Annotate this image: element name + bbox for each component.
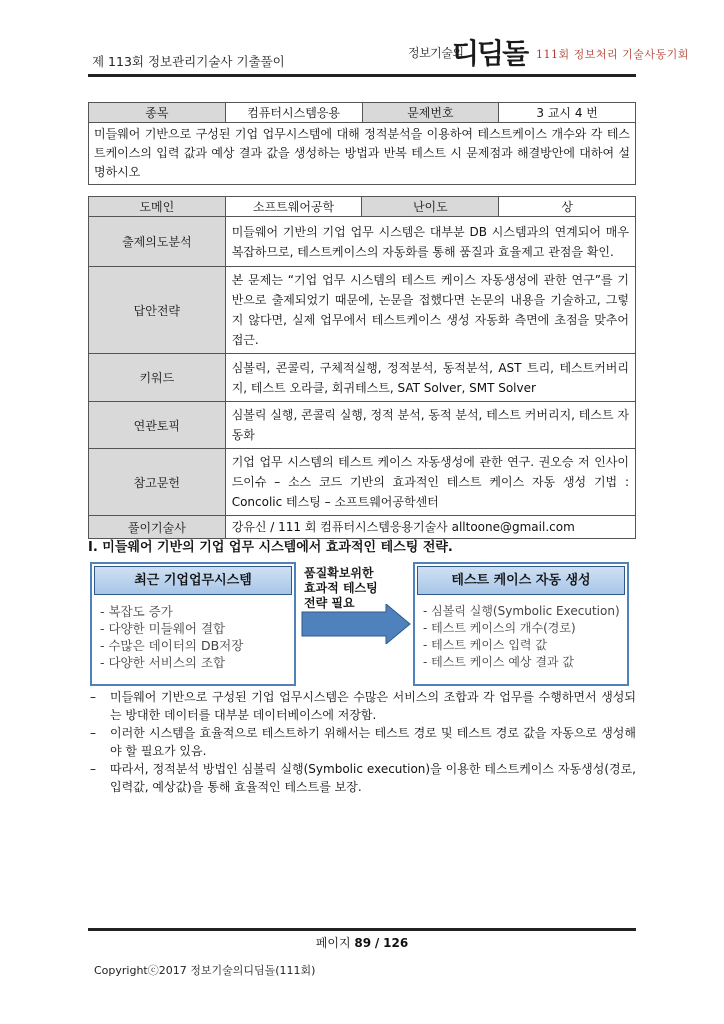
footer-divider [88,928,636,931]
diagram-left-item: - 수많은 데이터의 DB저장 [100,637,294,654]
bullet-item: – 미들웨어 기반으로 구성된 기업 업무시스템은 수많은 서비스의 조합과 각 업무를 수행하면서 생성되는 방대한 데이터를 대부분 데이터베이스에 저장함. [88,688,636,724]
diagram-right-box [413,562,629,686]
value-question-number: 3 교시 4 번 [499,103,636,123]
diagram-left-item: - 다양한 서비스의 조합 [100,654,294,671]
value-difficulty: 상 [499,197,636,217]
logo [408,34,689,70]
logo-small-text: 정보기술의 [408,46,464,60]
question-table [88,102,636,185]
value-domain: 소프트웨어공학 [225,197,362,217]
diagram-right-item: - 테스트 케이스 예상 결과 값 [423,654,627,671]
section-title: I. 미들웨어 기반의 기업 업무 시스템에서 효과적인 테스팅 전략. [88,540,453,555]
diagram-left-list [92,597,294,671]
content-keywords: 심볼릭, 콘콜릭, 구체적실행, 정적분석, 동적분석, AST 트리, 테스트커버리지, 테스트 오라클, 회귀테스트, SAT Solver, SMT Solver [225,354,635,402]
page-number [0,934,724,951]
info-table [88,196,636,539]
header-divider [88,74,636,77]
label-answer-strategy: 답안전략 [89,267,226,354]
bullet-list [88,688,636,796]
label-keywords: 키워드 [89,354,226,402]
label-related-topics: 연관토픽 [89,402,226,449]
bullet-item: – 따라서, 정적분석 방법인 심볼릭 실행(Symbolic execution)을 이용한 테스트케이스 자동생성(경로, 입력값, 예상값)을 통해 효율적인 테스트를 보장. [88,760,636,796]
page-prefix: 페이지 [315,936,351,950]
label-author: 풀이기술사 [89,516,226,539]
document-title: 제 113회 정보관리기술사 기출풀이 [92,54,285,69]
diagram-left-item: - 복잡도 증가 [100,603,294,620]
page-separator: / [374,936,380,950]
copyright: Copyrightⓒ2017 정보기술의디딤돌(111회) [94,964,316,977]
logo-main-text: 디딤돌 [452,37,528,70]
label-question-number: 문제번호 [362,103,499,123]
diagram-right-item: - 테스트 케이스의 개수(경로) [423,620,627,637]
content-intent-analysis: 미들웨어 기반의 기업 업무 시스템은 대부분 DB 시스템과의 연계되어 매우 복잡하므로, 테스트케이스의 자동화를 통해 품질과 효율제고 관점을 확인. [225,217,635,267]
value-subject: 컴퓨터시스템응용 [225,103,362,123]
page-total: 126 [383,936,409,950]
diagram-left-title: 최근 기업업무시스템 [94,566,292,595]
content-references: 기업 업무 시스템의 테스트 케이스 자동생성에 관한 연구. 권오승 저 인사이드이슈 – 소스 코드 기반의 효과적인 테스트 케이스 자동 생성 기법 : Concolic 테스팅 – 소프트웨어공학센터 [225,449,635,516]
content-related-topics: 심볼릭 실행, 콘콜릭 실행, 정적 분석, 동적 분석, 테스트 커버리지, 테스트 자동화 [225,402,635,449]
diagram-middle-line: 전략 필요 [304,596,355,610]
diagram-middle-line: 품질확보위한 [304,566,374,580]
content-answer-strategy: 본 문제는 “기업 업무 시스템의 테스트 케이스 자동생성에 관한 연구”를 기반으로 출제되었기 때문에, 논문을 접했다면 논문의 내용을 기술하고, 그렇지 않다면, 실제 업무에서 테스트케이스 생성 자동화 측면에 초점을 맞추어 접근. [225,267,635,354]
diagram-middle-line: 효과적 테스팅 [304,581,378,595]
question-text: 미들웨어 기반으로 구성된 기업 업무시스템에 대해 정적분석을 이용하여 테스트케이스 개수와 각 테스트케이스의 입력 값과 예상 결과 값을 생성하는 방법과 반복 테스트 시 문제점과 해결방안에 대하여 설명하시오 [89,123,636,185]
diagram-left-item: - 다양한 미들웨어 결합 [100,620,294,637]
diagram-right-item: - 심볼릭 실행(Symbolic Execution) [423,603,627,620]
bullet-item: – 이러한 시스템을 효율적으로 테스트하기 위해서는 테스트 경로 및 테스트 경로 값을 자동으로 생성해야 할 필요가 있음. [88,724,636,760]
diagram-right-title: 테스트 케이스 자동 생성 [417,566,625,595]
right-arrow-icon [300,604,412,644]
logo-subtitle: 111회 정보처리 기술사동기회 [536,48,689,61]
page-current: 89 [354,936,372,950]
diagram-right-item: - 테스트 케이스 입력 값 [423,637,627,654]
label-difficulty: 난이도 [362,197,499,217]
label-intent-analysis: 출제의도분석 [89,217,226,267]
diagram-left-box [90,562,296,686]
diagram-right-list [415,597,627,671]
label-references: 참고문헌 [89,449,226,516]
label-domain: 도메인 [89,197,226,217]
content-author: 강유신 / 111 회 컴퓨터시스템응용기술사 alltoone@gmail.com [225,516,635,539]
label-subject: 종목 [89,103,226,123]
